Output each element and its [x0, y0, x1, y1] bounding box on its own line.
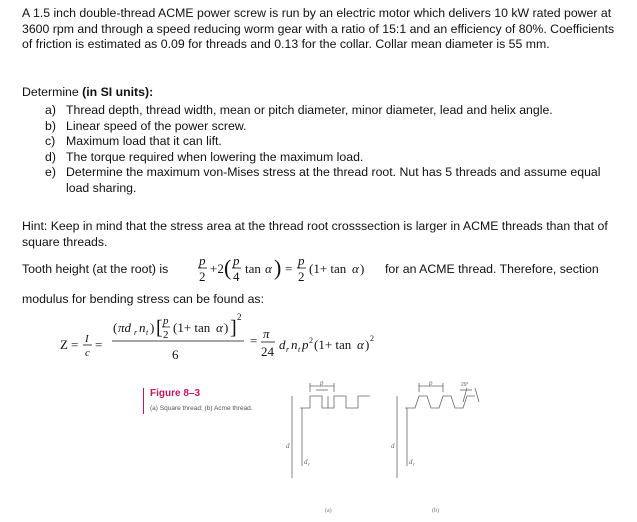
task-text: Linear speed of the power screw. — [66, 118, 247, 133]
task-item-b — [45, 119, 625, 135]
svg-text:π: π — [263, 326, 270, 341]
svg-text:): ) — [365, 337, 370, 352]
svg-text:(1+ tan: (1+ tan — [309, 261, 347, 276]
svg-text:r: r — [286, 345, 290, 354]
svg-text:t: t — [146, 328, 149, 337]
svg-text:p: p — [199, 253, 206, 268]
task-text: Thread depth, thread width, mean or pitch diameter, minor diameter, lead and helix angle. — [66, 103, 553, 117]
svg-text:=: = — [71, 337, 79, 352]
subfigure-b-label: (b) — [432, 508, 439, 514]
svg-text:α: α — [357, 337, 364, 352]
task-label: d) — [45, 149, 56, 164]
svg-text:r: r — [134, 328, 138, 337]
svg-text:2: 2 — [199, 269, 206, 284]
major-diameter-label-b: d — [391, 442, 395, 450]
minor-diameter-label-a: d — [304, 458, 308, 466]
svg-text:+2: +2 — [210, 261, 224, 276]
svg-text:]: ] — [230, 317, 237, 339]
task-item-e — [45, 165, 625, 196]
svg-text:α: α — [216, 320, 223, 335]
minor-subscript-a: r — [308, 463, 310, 468]
svg-text:(1+ tan: (1+ tan — [173, 320, 211, 335]
svg-text:6: 6 — [172, 347, 179, 362]
svg-text:(: ( — [224, 255, 232, 280]
svg-text:d: d — [279, 337, 286, 352]
svg-text:=: = — [95, 337, 103, 352]
task-list — [45, 103, 625, 196]
svg-text:p: p — [298, 253, 305, 268]
thread-diagram — [270, 378, 500, 518]
svg-text:Z: Z — [60, 337, 68, 352]
svg-text:p: p — [302, 337, 309, 352]
svg-text:=: = — [250, 333, 258, 348]
svg-text:tan: tan — [245, 261, 261, 276]
task-label: b) — [45, 118, 56, 133]
svg-text:πd: πd — [118, 320, 132, 335]
section-modulus-formula — [60, 312, 390, 374]
svg-text:2: 2 — [237, 312, 242, 322]
tooth-prefix: Tooth height (at the root) is — [22, 262, 169, 276]
task-label: a) — [45, 103, 56, 117]
svg-text:): ) — [274, 255, 282, 280]
svg-text:24: 24 — [261, 344, 274, 359]
subfigure-a-label: (a) — [325, 508, 332, 514]
svg-text:α: α — [265, 261, 272, 276]
determine-units: (in SI units): — [82, 85, 154, 99]
task-label: e) — [45, 165, 56, 179]
problem-intro: A 1.5 inch double-thread ACME power screw is run by an electric motor which delivers 10 kW rated power at 3600 rpm and through a speed reducing worm gear with a ratio of 15:1 and an efficiency of 80%. Coefficients of friction is estimated as 0.09 for threads and 0.13 for the collar. Collar mean diameter is 55 mm. — [22, 6, 615, 51]
task-item-a — [45, 103, 625, 119]
svg-text:=: = — [285, 261, 293, 276]
svg-text:c: c — [85, 347, 90, 359]
svg-text:p: p — [233, 253, 240, 268]
svg-text:α: α — [352, 261, 359, 276]
svg-text:4: 4 — [233, 269, 240, 284]
acme-angle-label: 29° — [461, 382, 469, 388]
figure-title: Figure 8–3 — [150, 388, 201, 399]
svg-text:t: t — [298, 345, 301, 354]
determine-prefix: Determine — [22, 85, 83, 99]
svg-text:2: 2 — [370, 334, 374, 343]
task-label: c) — [45, 134, 56, 148]
task-text: Determine the maximum von-Mises stress at the thread root. Nut has 5 threads and assume equal load sharing. — [66, 165, 601, 195]
minor-subscript-b: r — [413, 463, 415, 468]
svg-text:): ) — [360, 261, 365, 276]
hint-text: Hint: Keep in mind that the stress area at the thread root crosssection is larger in ACME threads than that of square threads. — [22, 219, 608, 249]
task-text: The torque required when lowering the maximum load. — [66, 149, 364, 164]
minor-diameter-label-b: d — [409, 458, 413, 466]
determine-heading — [22, 85, 153, 101]
svg-text:): ) — [224, 320, 229, 335]
svg-text:2: 2 — [298, 269, 305, 284]
pitch-label-b: p — [429, 379, 433, 387]
svg-text:(: ( — [113, 320, 118, 335]
figure-caption: (a) Square thread; (b) Acme thread. — [150, 405, 253, 412]
svg-text:[: [ — [156, 317, 163, 339]
svg-text:n: n — [291, 337, 298, 352]
svg-text:): ) — [150, 320, 155, 335]
svg-text:n: n — [139, 320, 146, 335]
task-item-d — [45, 150, 625, 166]
major-diameter-label-a: d — [286, 442, 290, 450]
svg-text:2: 2 — [309, 336, 313, 345]
svg-text:2: 2 — [163, 329, 169, 341]
svg-text:p: p — [163, 315, 169, 327]
tooth-height-formula — [197, 252, 387, 286]
task-item-c — [45, 134, 625, 150]
svg-text:I: I — [85, 333, 89, 345]
modulus-line: modulus for bending stress can be found as: — [22, 292, 264, 306]
tooth-suffix: for an ACME thread. Therefore, section — [385, 262, 599, 276]
task-text: Maximum load that it can lift. — [66, 134, 222, 148]
svg-text:(1+ tan: (1+ tan — [314, 337, 352, 352]
pitch-label-a: p — [320, 379, 324, 387]
figure-caption-block — [143, 388, 260, 414]
